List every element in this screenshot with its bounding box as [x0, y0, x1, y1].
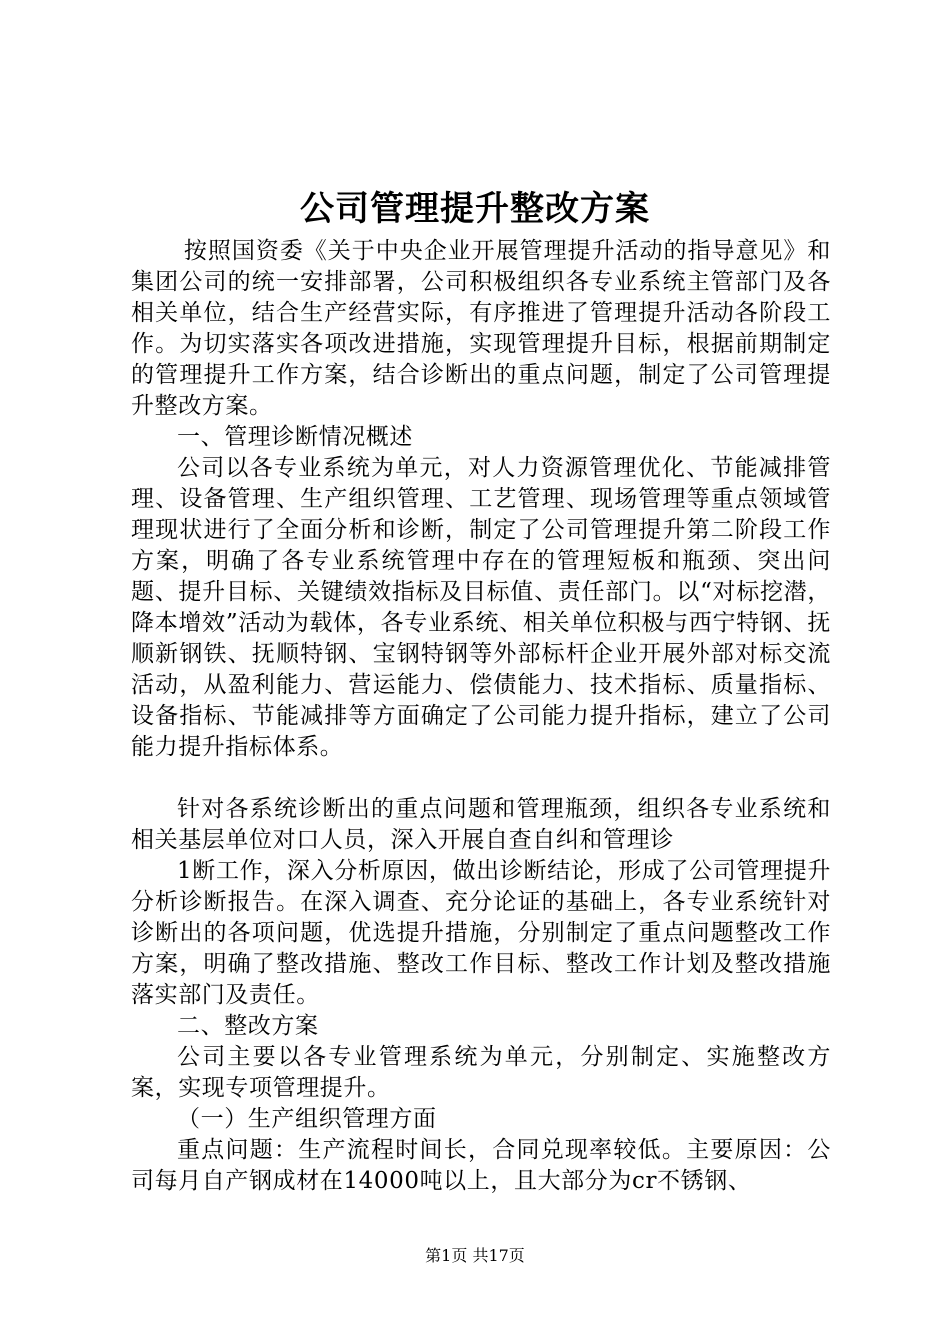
diagnosis-report-paragraph: 1断工作，深入分析原因，做出诊断结论，形成了公司管理提升分析诊断报告。在深入调查、充分论证的基础上，各专业系统针对诊断出的各项问题，优选提升措施，分别制定了重点问题整改工作方案，明确了整改措施、整改工作目标、整改工作计划及整改措施落实部门及责任。 — [131, 858, 831, 1008]
diagnosis-issues-paragraph: 针对各系统诊断出的重点问题和管理瓶颈，组织各专业系统和相关基层单位对口人员，深入开展自查自纠和管理诊 — [131, 796, 831, 853]
document-title: 公司管理提升整改方案 — [300, 189, 650, 229]
document-body — [131, 236, 831, 1197]
section-heading-1: 一、管理诊断情况概述 — [177, 424, 413, 450]
subsection-heading-1: （一）生产组织管理方面 — [177, 1106, 437, 1132]
intro-paragraph: 按照国资委《关于中央企业开展管理提升活动的指导意见》和集团公司的统一安排部署，公司积极组织各专业系统主管部门及各相关单位，结合生产经营实际，有序推进了管理提升活动各阶段工作。为切实落实各项改进措施，实现管理提升目标，根据前期制定的管理提升工作方案，结合诊断出的重点问题，制定了公司管理提升整改方案。 — [131, 238, 831, 419]
key-problem-paragraph: 重点问题：生产流程时间长，合同兑现率较低。主要原因：公司每月自产钢成材在14000吨以上，且大部分为cr不锈钢、 — [131, 1137, 831, 1194]
plan-overview-paragraph: 公司主要以各专业管理系统为单元，分别制定、实施整改方案，实现专项管理提升。 — [131, 1044, 831, 1101]
section-heading-2: 二、整改方案 — [177, 1013, 319, 1039]
page-number: 第1页 共17页 — [425, 1246, 525, 1265]
diagnosis-overview-paragraph: 公司以各专业系统为单元，对人力资源管理优化、节能减排管理、设备管理、生产组织管理、工艺管理、现场管理等重点领域管理现状进行了全面分析和诊断，制定了公司管理提升第二阶段工作方案，明确了各专业系统管理中存在的管理短板和瓶颈、突出问题、提升目标、关键绩效指标及目标值、责任部门。以“对标挖潜，降本增效”活动为载体，各专业系统、相关单位积极与西宁特钢、抚顺新钢铁、抚顺特钢、宝钢特钢等外部标杆企业开展外部对标交流活动，从盈利能力、营运能力、偿债能力、技术指标、质量指标、设备指标、节能减排等方面确定了公司能力提升指标，建立了公司能力提升指标体系。 — [131, 455, 831, 760]
